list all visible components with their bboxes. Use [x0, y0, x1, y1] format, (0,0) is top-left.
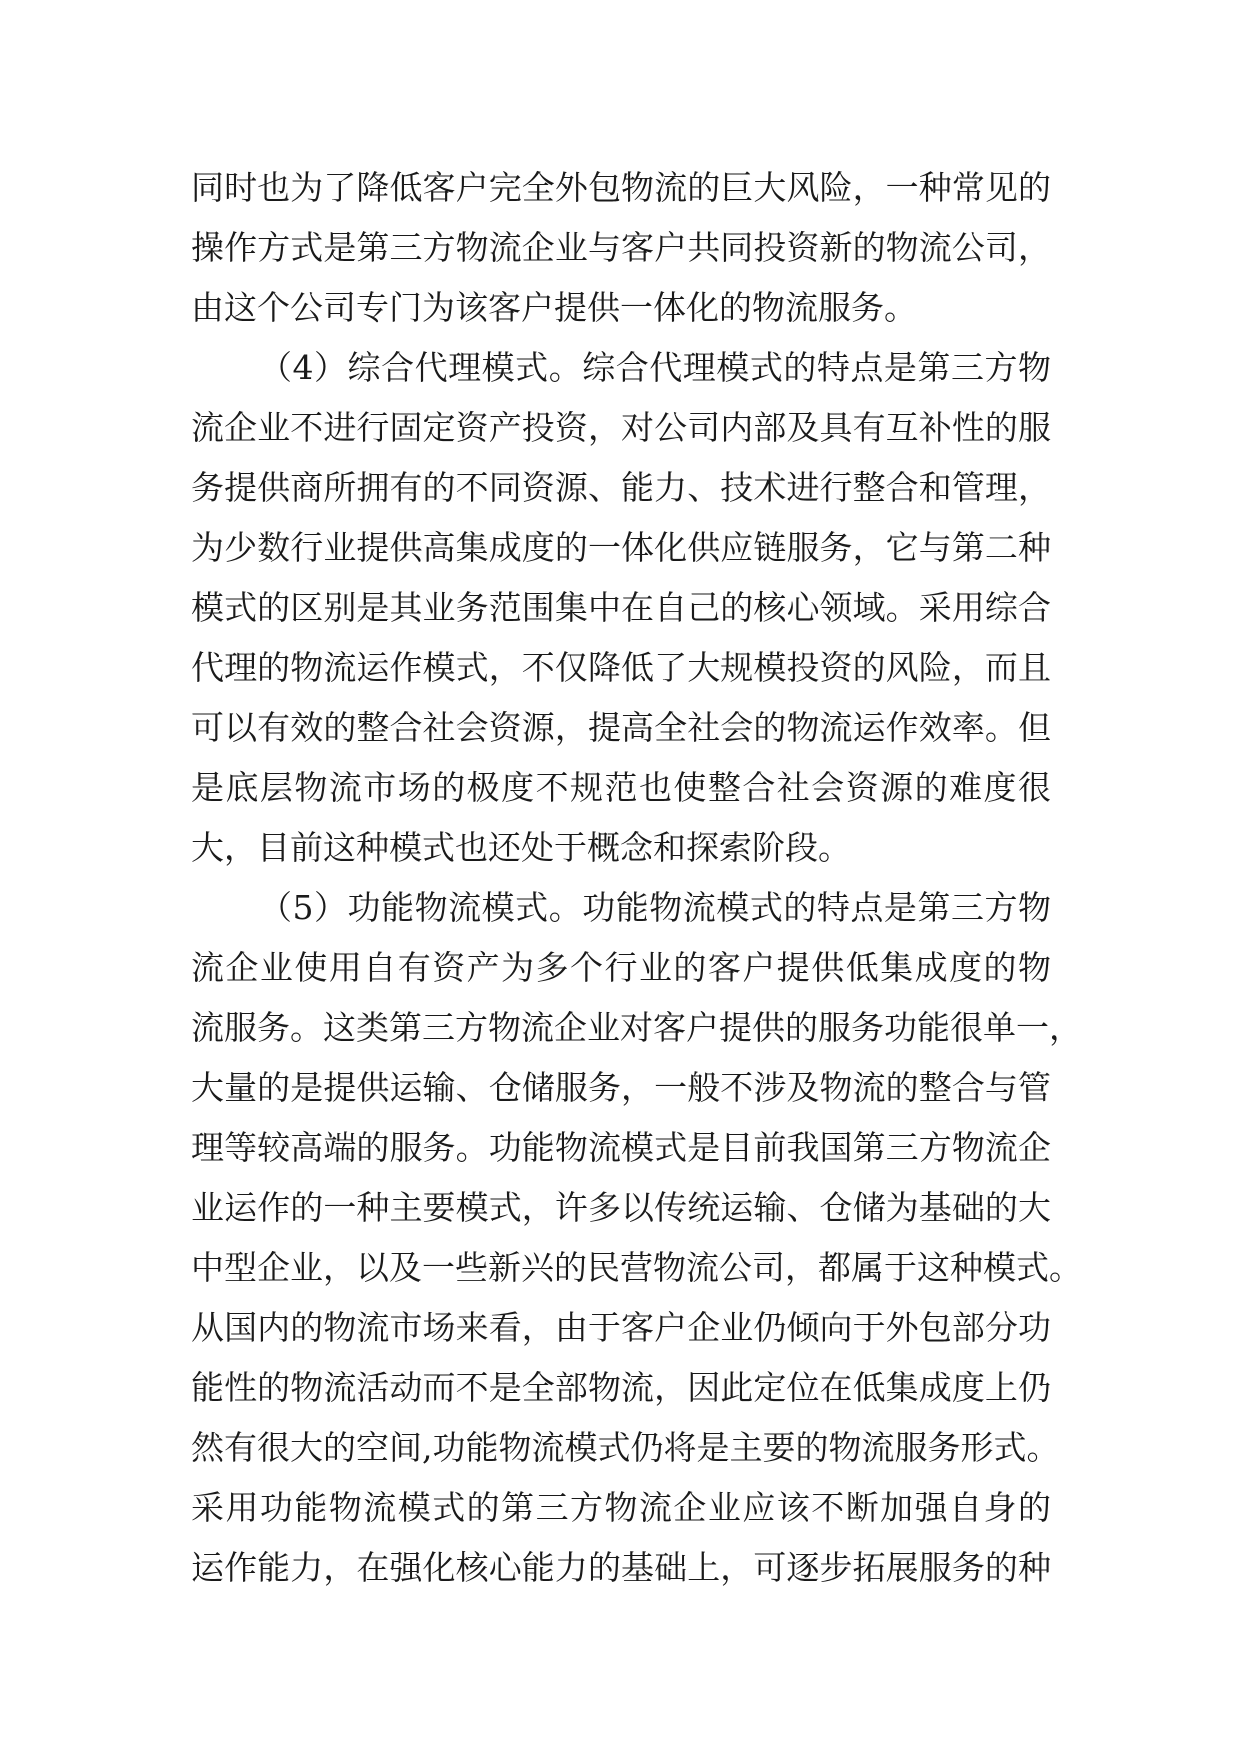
text-line: 流企业使用自有资产为多个行业的客户提供低集成度的物 — [191, 948, 1051, 987]
text-line: 业运作的一种主要模式，许多以传统运输、仓储为基础的大 — [191, 1188, 1051, 1227]
text-line: 大量的是提供运输、仓储服务，一般不涉及物流的整合与管 — [191, 1068, 1051, 1107]
text-line: （4）综合代理模式。综合代理模式的特点是第三方物 — [259, 348, 1051, 387]
text-line: 可以有效的整合社会资源，提高全社会的物流运作效率。但 — [191, 708, 1051, 747]
text-line: 由这个公司专门为该客户提供一体化的物流服务。 — [191, 288, 917, 327]
text-line: 模式的区别是其业务范围集中在自己的核心领域。采用综合 — [191, 588, 1051, 627]
text-line: 代理的物流运作模式，不仅降低了大规模投资的风险，而且 — [191, 648, 1051, 687]
text-line: 大，目前这种模式也还处于概念和探索阶段。 — [191, 828, 851, 867]
text-line: 能性的物流活动而不是全部物流，因此定位在低集成度上仍 — [191, 1368, 1051, 1407]
text-line: 务提供商所拥有的不同资源、能力、技术进行整合和管理， — [191, 468, 1051, 507]
text-line: 流服务。这类第三方物流企业对客户提供的服务功能很单一， — [191, 1008, 1082, 1047]
document-body — [191, 158, 1082, 1598]
text-line: 采用功能物流模式的第三方物流企业应该不断加强自身的 — [191, 1488, 1051, 1527]
text-line: （5）功能物流模式。功能物流模式的特点是第三方物 — [259, 888, 1051, 927]
paragraph — [191, 878, 1082, 1598]
text-line: 操作方式是第三方物流企业与客户共同投资新的物流公司， — [191, 228, 1051, 267]
text-line: 中型企业，以及一些新兴的民营物流公司，都属于这种模式。 — [191, 1248, 1082, 1287]
text-line: 同时也为了降低客户完全外包物流的巨大风险，一种常见的 — [191, 168, 1051, 207]
text-line: 然有很大的空间,功能物流模式仍将是主要的物流服务形式。 — [191, 1428, 1060, 1467]
text-line: 流企业不进行固定资产投资，对公司内部及具有互补性的服 — [191, 408, 1051, 447]
text-line: 理等较高端的服务。功能物流模式是目前我国第三方物流企 — [191, 1128, 1051, 1167]
paragraph — [191, 158, 1051, 338]
paragraph — [191, 338, 1051, 878]
text-line: 从国内的物流市场来看，由于客户企业仍倾向于外包部分功 — [191, 1308, 1051, 1347]
text-line: 是底层物流市场的极度不规范也使整合社会资源的难度很 — [191, 768, 1051, 807]
text-line: 运作能力，在强化核心能力的基础上，可逐步拓展服务的种 — [191, 1548, 1051, 1587]
text-line: 为少数行业提供高集成度的一体化供应链服务，它与第二种 — [191, 528, 1051, 567]
